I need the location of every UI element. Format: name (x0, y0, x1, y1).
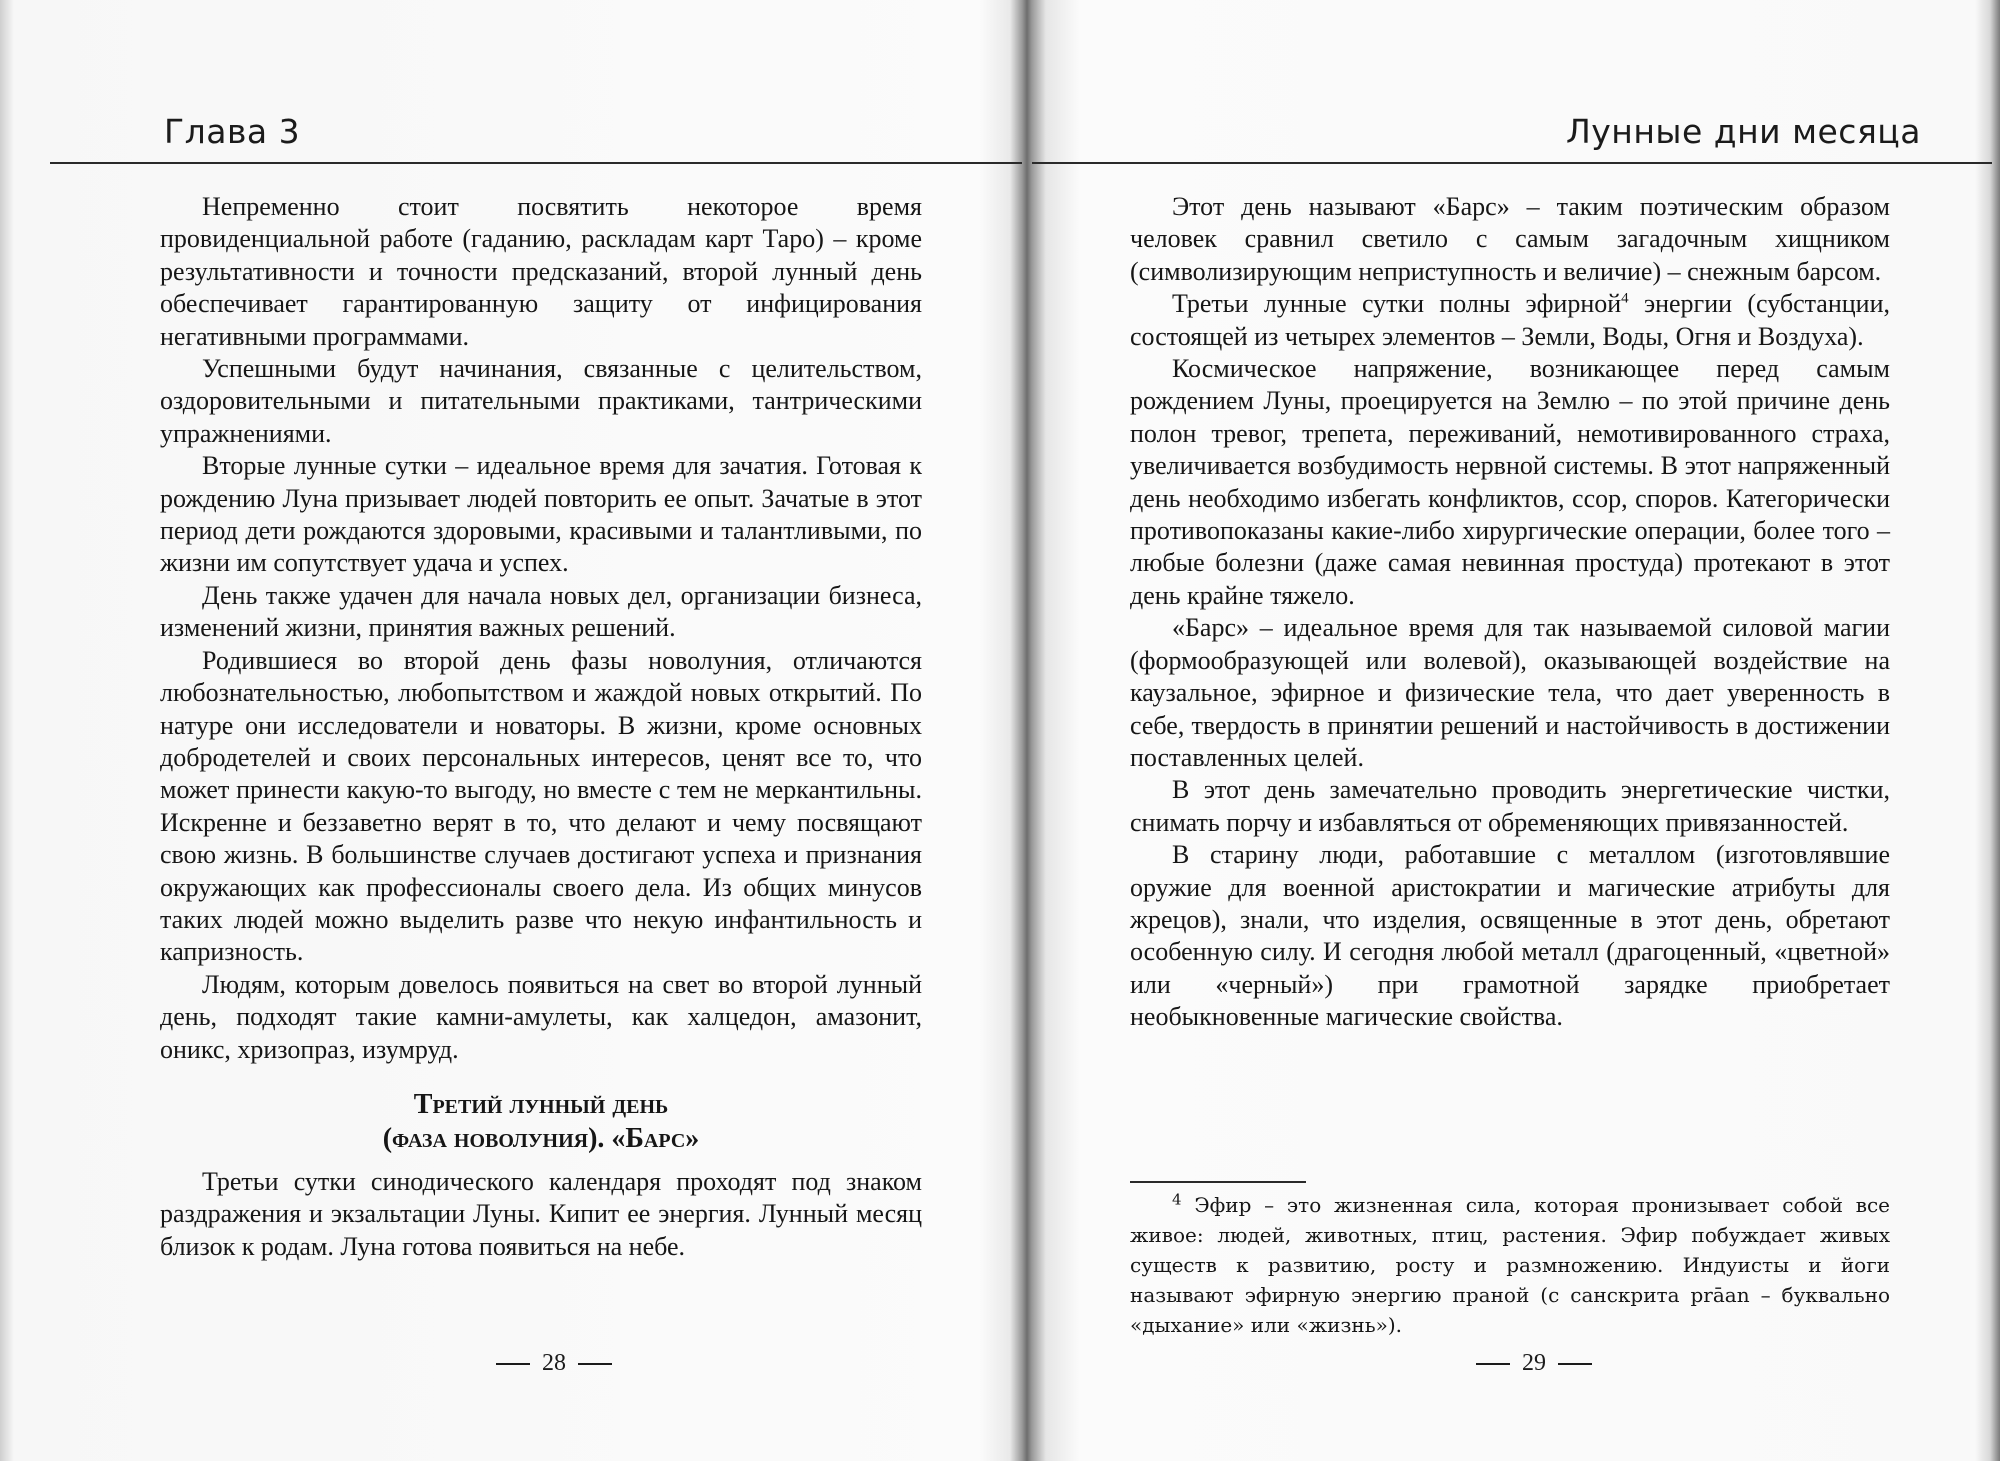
section-title-line-2: (фаза новолуния). «Барс» (382, 1122, 700, 1154)
footnote-reference: 4 (1621, 290, 1629, 307)
right-page-body (1130, 191, 1890, 1034)
section-title (160, 1088, 922, 1156)
page-number-dash (1476, 1363, 1510, 1365)
footnote (1130, 1190, 1890, 1340)
paragraph: Космическое напряжение, возникающее перед самым рождением Луны, проецируется на Землю – по этой причине день полон тревог, трепета, переживаний, немотивированного страха, увеличивается возбудимость нервной системы. В этот напряженный день необходимо избегать конфликтов, ссор, споров. Категорически противопоказаны какие-либо хирургические операции, более того – любые болезни (даже самая невинная простуда) протекают в этот день крайне тяжело. (1130, 354, 1890, 610)
paragraph: Этот день называют «Барс» – таким поэтическим образом человек сравнил светило с самым загадочным хищником (символизирующим неприступность и величие) – снежным барсом. (1130, 192, 1890, 286)
paragraph-text: энергии (субстанции, состоящей из четырех элементов – Земли, Воды, Огня и Воздуха). (1130, 289, 1890, 351)
page-number-value: 29 (1522, 1350, 1546, 1376)
paragraph: Вторые лунные сутки – идеальное время для зачатия. Готовая к рождению Луна призывает людей повторить ее опыт. Зачатые в этот период дети рождаются здоровыми, красивыми и талантливыми, по жизни им сопутствует удача и успех. (160, 451, 922, 578)
paragraph: День также удачен для начала новых дел, организации бизнеса, изменений жизни, принятия важных решений. (160, 580, 922, 643)
paragraph: В этот день замечательно проводить энергетические чистки, снимать порчу и избавляться от обременяющих привязанностей. (1130, 775, 1890, 837)
page-number-dash (1558, 1363, 1592, 1365)
paragraph: Успешными будут начинания, связанные с целительством, оздоровительными и питательными практиками, тантрическими упражнениями. (160, 354, 922, 448)
paragraph: «Барс» – идеальное время для так называемой силовой магии (формообразующей или волевой), оказывающей воздействие на каузальное, эфирное и физические тела, что дает уверенность в себе, твердость в принятии решений и настойчивость в достижении поставленных целей. (1130, 613, 1890, 772)
footnote-number: 4 (1172, 1190, 1182, 1209)
left-page-body (160, 191, 922, 1263)
paragraph: Родившиеся во второй день фазы новолуния, отличаются любознательностью, любопытством и жаждой новых открытий. По натуре они исследователи и новаторы. В жизни, кроме основных добродетелей и своих персональных интересов, ценят все то, что может принести какую-то выгоду, но вместе с тем не меркантильны. Искренне и беззаветно верят в то, что делают и чему посвящают свою жизнь. В большинстве случаев достигают успеха и признания окружающих как профессионалы своего дела. Из общих минусов таких людей можно выделить разве что некую инфантильность и капризность. (160, 645, 922, 967)
header-rule (50, 162, 1022, 164)
running-head-title: Лунные дни месяца (1565, 112, 1921, 151)
page-number-value: 28 (542, 1350, 566, 1376)
paragraph: В старину люди, работавшие с металлом (изготовлявшие оружие для военной аристократии и магические атрибуты для жрецов), знали, что изделия, освященные в этот день, обретают особенную силу. И сегодня любой металл (драгоценный, «цветной» или «черный») при грамотной зарядке приобретает необыкновенные магические свойства. (1130, 840, 1890, 1032)
page-number-left (484, 1350, 624, 1377)
running-head-chapter: Глава 3 (164, 112, 301, 151)
paragraph-with-footnote (1130, 288, 1890, 353)
footnote-rule (1130, 1181, 1306, 1183)
page-number-dash (578, 1363, 612, 1365)
paragraph: Людям, которым довелось появиться на свет во второй лунный день, подходят такие камни-амулеты, как халцедон, амазонит, оникс, хризопраз, изумруд. (160, 969, 922, 1064)
section-title-line-1: Третий лунный день (413, 1088, 669, 1120)
footnote-text: Эфир – это жизненная сила, которая пронизывает собой все живое: людей, животных, птиц, растения. Эфир побуждает живых существ к развитию, росту и размножению. Индуисты и йоги называют эфирную энергию праной (с санскрита prāan – буквально «дыхание» или «жизнь»). (1130, 1193, 1890, 1337)
page-number-dash (496, 1363, 530, 1365)
header-rule (1032, 162, 1992, 164)
page-number-right (1464, 1350, 1604, 1377)
paragraph-text: Третьи лунные сутки полны эфирной (1172, 289, 1622, 319)
paragraph: Непременно стоит посвятить некоторое время провиденциальной работе (гаданию, раскладам карт Таро) – кроме результативности и точности предсказаний, второй лунный день обеспечивает гарантированную защиту от инфицирования негативными программами. (160, 192, 922, 351)
paragraph: Третьи сутки синодического календаря проходят под знаком раздражения и экзальтации Луны. Кипит ее энергия. Лунный месяц близок к родам. Луна готова появиться на небе. (160, 1166, 922, 1261)
right-page (1032, 0, 2000, 1461)
